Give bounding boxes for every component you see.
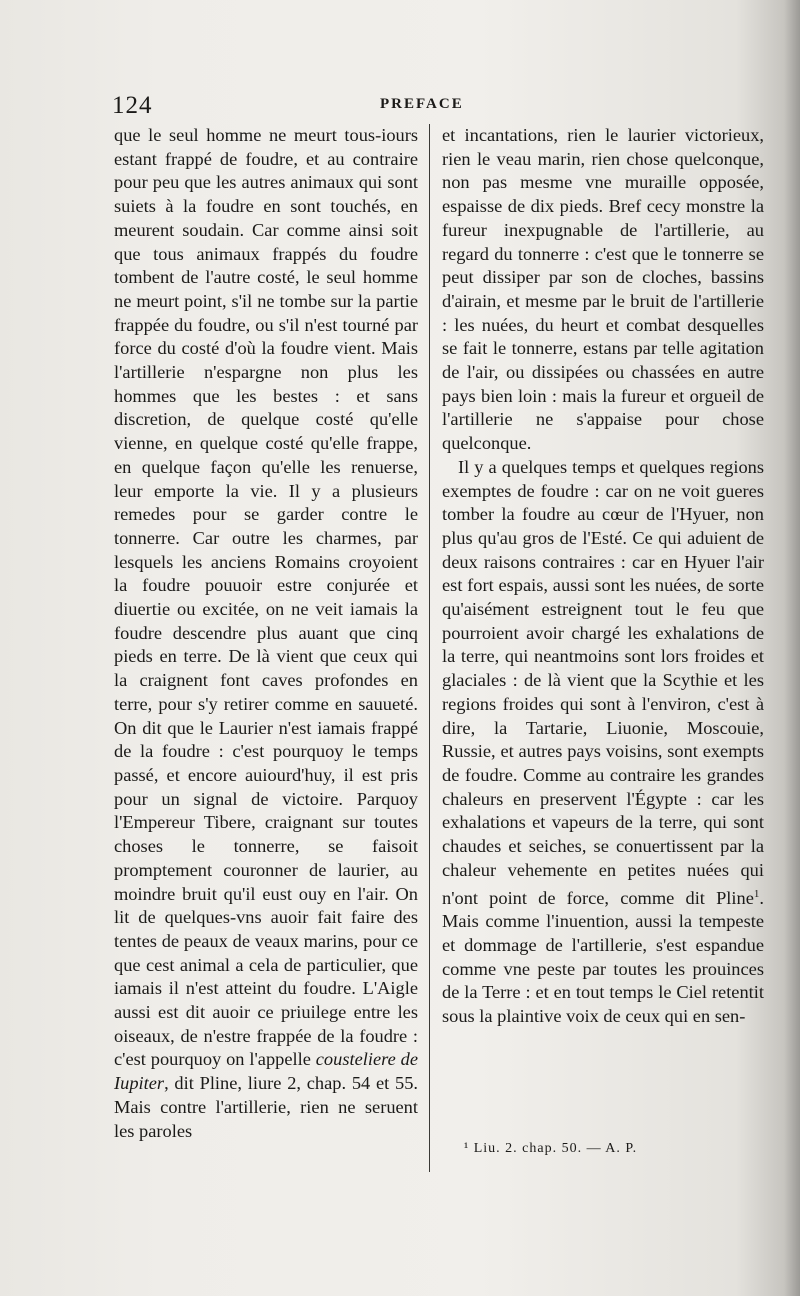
left-column xyxy=(114,124,418,1143)
page-edge-shadow xyxy=(784,0,800,1296)
column-divider xyxy=(429,124,430,1172)
footnote-marker: 1 xyxy=(753,887,760,900)
left-paragraph xyxy=(114,124,418,1143)
footnote: ¹ Liu. 2. chap. 50. — A. P. xyxy=(464,1141,638,1156)
left-text-part2: , dit Pline, liure 2, chap. 54 et 55. Mais contre l'artillerie, rien ne seruent les paroles xyxy=(114,1073,418,1141)
right-text-part2: . Mais comme l'inuention, aussi la tempeste et dommage de l'artillerie, s'est espandue comme vne peste par toutes les prouinces de la Terre : et en tout temps le Ciel retentit sous la plaintive voix de ceux qui en sen- xyxy=(442,887,764,1027)
right-paragraph-1: et incantations, rien le laurier victorieux, rien le veau marin, rien chose quelconque, non pas mesme vne muraille opposée, espaisse de dix pieds. Bref cecy monstre la fureur inexpugnable de l'artillerie, au regard du tonnerre : c'est que le tonnerre se peut dissiper par son de cloches, bassins d'airain, et mesme par le bruit de l'artillerie : les nuées, du heurt et combat desquelles se fait le tonnerre, estans par telle agitation de l'air, ou dissipées ou chassées en autre pays bien loin : mais la fureur et orgueil de l'artillerie ne s'appaise pour chose quelconque. xyxy=(442,125,764,454)
running-head: PREFACE xyxy=(380,96,464,112)
page-number: 124 xyxy=(112,92,153,119)
right-text-part1: Il y a quelques temps et quelques regions exemptes de foudre : car on ne voit gueres tomber la foudre au cœur de l'Hyuer, non plus qu'au gros de l'Esté. Ce qui aduient de deux raisons contraires : car en Hyuer l'air est fort espais, aussi sont les nuées, de sorte qu'aisément estreignent tout le feu que pourroient avoir chargé les exhalations de la terre, qui neantmoins sont lors froides et glaciales : de là vient que la Scythie et les regions froides qui sont à l'environ, c'est à dire, la Tartarie, Liuonie, Moscouie, Russie, et autres pays voisins, sont exempts de foudre. Comme au contraire les grandes chaleurs en preservent l'Égypte : car les exhalations et vapeurs de la terre, qui sont chaudes et seiches, se conuertissent par la chaleur vehemente en petites nuées qui n'ont point de force, comme dit Pline xyxy=(442,456,764,908)
left-text-part1: que le seul homme ne meurt tous-iours estant frappé de foudre, et au contraire pour peu que les autres animaux qui sont suiets à la foudre en sont touchés, en meurent soudain. Car comme ainsi soit que tous animaux frappés du foudre tombent de l'autre costé, le seul homme ne meurt point, s'il ne tombe sur la partie frappée du foudre, ou s'il n'est tourné par force du costé d'où la foudre vient. Mais l'artillerie n'espargne non plus les hommes que les bestes : et sans discretion, de quelque costé qu'elle vienne, en quelque costé qu'elle frappe, en quelque façon qu'elle les renuerse, leur emporte la vie. Il y a plusieurs remedes pour se garder contre le tonnerre. Car outre les charmes, par lesquels les anciens Romains croyoient la foudre pouuoir estre conjurée et diuertie ou excitée, on ne veit iamais la foudre descendre plus auant que cinq pieds en terre. De là vient que ceux qui la craignent font caves profondes en terre, pour s'y retirer comme en sauueté. On dit que le Laurier n'est iamais frappé de la foudre : c'est pourquoy le temps passé, et encore auiourd'huy, il est pris pour un signal de victoire. Parquoy l'Empereur Tibere, craignant sur toutes choses le tonnerre, se faisoit promptement couronner de laurier, au moindre bruit qu'il eust ouy en l'air. On lit de quelques-vns auoir fait faire des tentes de peaux de veaux marins, pour ce que cest animal a cela de particulier, que iamais il n'est atteint du foudre. L'Aigle aussi est dit auoir ce priuilege entre les oiseaux, de n'estre frappée de la foudre : c'est pourquoy on l'appelle xyxy=(114,125,418,1070)
left-italic-phrase: cousteliere de Iupiter xyxy=(114,1049,418,1094)
right-paragraph-2 xyxy=(442,456,764,1029)
right-column xyxy=(442,124,764,1029)
